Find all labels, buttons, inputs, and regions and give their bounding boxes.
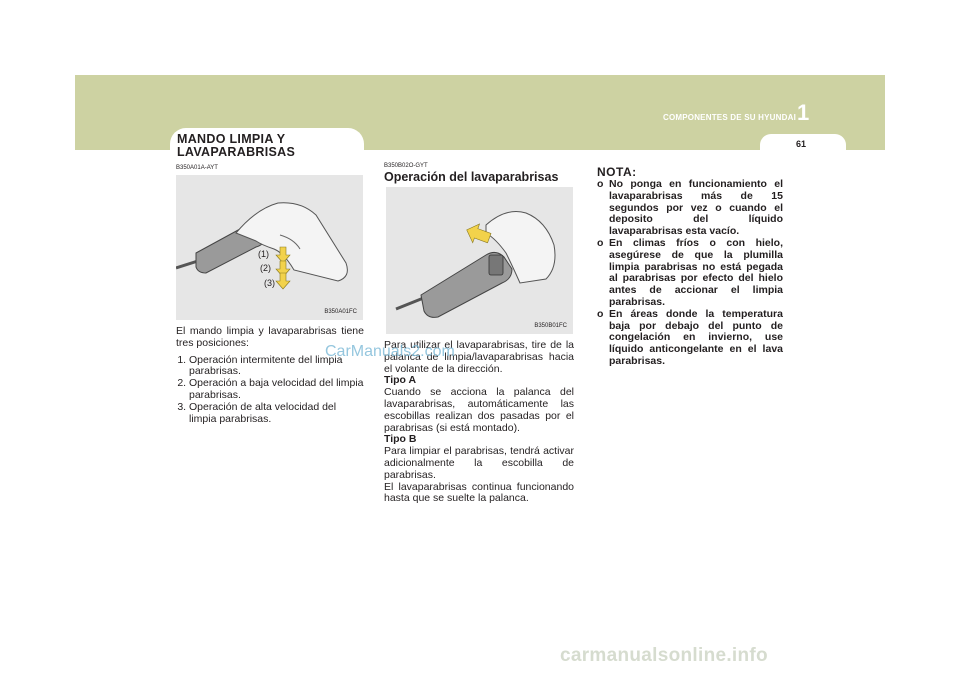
- nota-item-text: En áreas donde la temperatura baja por debajo del punto de congelación en invierno, use líquido anticongelante en el lava parabrisas.: [609, 307, 783, 367]
- callout-1: (1): [258, 249, 269, 259]
- bullet-marker: o: [597, 178, 604, 190]
- arrow-down-icon: [276, 273, 290, 289]
- type-b-heading: Tipo B: [384, 433, 417, 446]
- section-title: [177, 133, 357, 159]
- figure-code-left: B350A01FC: [324, 309, 357, 315]
- wiper-position-1: 1. Operación intermitente del limpia parabrisas.: [189, 355, 364, 379]
- watermark-overlay: CarManuals2.com: [325, 343, 455, 360]
- bullet-marker: o: [597, 307, 604, 320]
- type-a-text: Cuando se acciona la palanca del lavaparabrisas, automáticamente las escobillas realizan dos pasadas por el parabrisas (si está montado).: [384, 386, 574, 434]
- section-code-left: B350A01A-AYT: [176, 165, 218, 171]
- washer-intro: Para utilizar el lavaparabrisas, tire de la palanca de limpia/lavaparabrisas hacia el volante de la dirección.: [384, 339, 574, 375]
- callout-2: (2): [260, 263, 271, 273]
- page-number: 61: [795, 139, 806, 149]
- nota-title: NOTA:: [597, 165, 637, 179]
- washer-lever-figure: [386, 187, 573, 334]
- type-b-text-2: El lavaparabrisas continua funcionando hasta que se suelte la palanca.: [384, 480, 574, 505]
- watermark-footer: carmanualsonline.info: [560, 645, 768, 666]
- nota-item-2: [597, 238, 783, 309]
- section-code-middle: B350B02O-GYT: [384, 163, 428, 169]
- callout-3: (3): [264, 278, 275, 288]
- nota-list: [597, 179, 783, 368]
- wiper-lever-figure: [176, 175, 363, 320]
- section-title-line1: MANDO LIMPIA Y: [177, 132, 286, 146]
- nota-item-text: No ponga en funcionamiento el lavaparabrisas más de 15 segundos por vez o cuando el deposito del líquido lavaparabrisas esta vacío.: [609, 178, 783, 238]
- washer-lever-illustration: [386, 187, 573, 334]
- nota-item-3: [597, 309, 783, 368]
- wiper-position-2: 2. Operación a baja velocidad del limpia parabrisas.: [189, 378, 364, 402]
- type-a-heading: Tipo A: [384, 374, 417, 387]
- type-b-text-1: Para limpiar el parabrisas, tendrá activar adicionalmente la escobilla de parabrisas.: [384, 445, 574, 481]
- wiper-position-list: [176, 355, 364, 426]
- nota-item-text: En climas fríos o con hielo, asegúrese de que la plumilla limpia parabrisas no está pegada al parabrisas por efecto del hielo antes de accionar el limpia parabrisas.: [609, 236, 783, 308]
- wiper-lever-illustration: [176, 175, 363, 320]
- figure-code-middle: B350B01FC: [534, 323, 567, 329]
- washer-title: Operación del lavaparabrisas: [384, 170, 559, 184]
- chapter-title: COMPONENTES DE SU HYUNDAI: [662, 113, 796, 122]
- wiper-intro: El mando limpia y lavaparabrisas tiene tres posiciones:: [176, 325, 364, 349]
- wiper-description: [176, 326, 364, 425]
- bullet-marker: o: [597, 236, 604, 249]
- washer-button: [489, 255, 503, 275]
- section-title-line2: LAVAPARABRISAS: [177, 145, 296, 159]
- washer-description: [384, 340, 574, 505]
- nota-item-1: [597, 179, 783, 238]
- wiper-position-3: 3. Operación de alta velocidad del limpia parabrisas.: [189, 402, 364, 426]
- chapter-number: 1: [797, 100, 810, 125]
